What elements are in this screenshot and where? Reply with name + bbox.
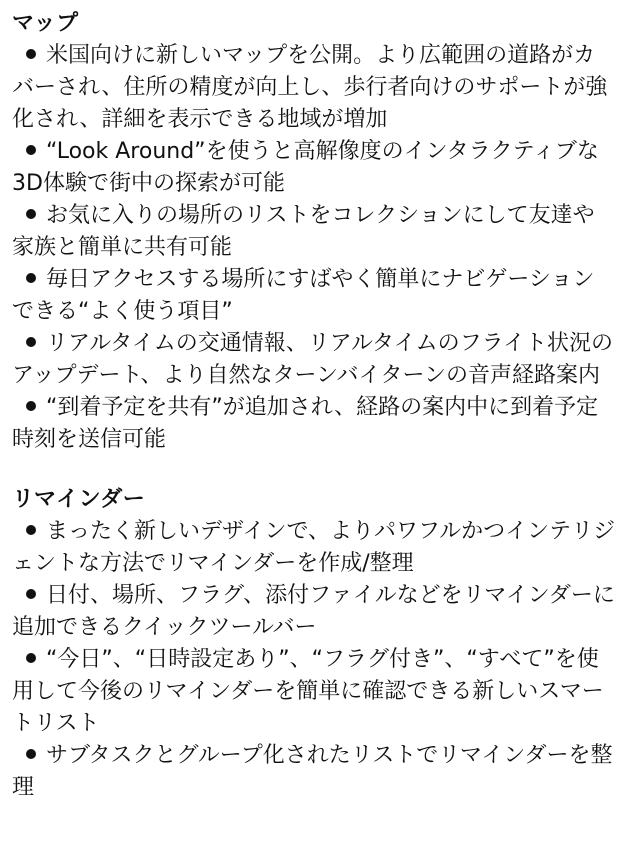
list-item — [12, 328, 616, 392]
list-item — [12, 644, 616, 740]
bullet-icon — [12, 136, 46, 168]
bullet-list-maps — [12, 40, 616, 456]
list-item — [12, 580, 616, 644]
bullet-icon — [12, 200, 46, 232]
list-item-text: “到着予定を共有”が追加され、経路の案内中に到着予定時刻を送信可能 — [12, 395, 599, 452]
list-item-text: まったく新しいデザインで、よりパワフルかつインテリジェントな方法でリマインダーを作成/整理 — [12, 519, 616, 576]
list-item — [12, 264, 616, 328]
bullet-icon — [12, 580, 46, 612]
section-title-maps: マップ — [12, 11, 79, 36]
list-item — [12, 200, 616, 264]
bullet-icon — [12, 516, 46, 548]
bullet-icon — [12, 740, 46, 772]
list-item-text: 日付、場所、フラグ、添付ファイルなどをリマインダーに追加できるクイックツールバー — [12, 583, 615, 640]
list-item — [12, 136, 616, 200]
bullet-list-reminders — [12, 516, 616, 804]
list-item-text: 米国向けに新しいマップを公開。より広範囲の道路がカバーされ、住所の精度が向上し、歩行者向けのサポートが強化され、詳細を表示できる地域が増加 — [12, 43, 608, 132]
list-item-text: 毎日アクセスする場所にすばやく簡単にナビゲーションできる“よく使う項目” — [12, 267, 595, 324]
section-reminders — [12, 484, 616, 804]
list-item — [12, 40, 616, 136]
list-item — [12, 516, 616, 580]
list-item-text: サブタスクとグループ化されたリストでリマインダーを整理 — [12, 743, 613, 800]
list-item-text: “Look Around”を使うと高解像度のインタラクティブな3D体験で街中の探索が可能 — [12, 139, 599, 196]
bullet-icon — [12, 40, 46, 72]
bullet-icon — [12, 644, 46, 676]
list-item-text: お気に入りの場所のリストをコレクションにして友達や家族と簡単に共有可能 — [12, 203, 595, 260]
bullet-icon — [12, 392, 46, 424]
section-title-reminders: リマインダー — [12, 487, 146, 512]
list-item — [12, 392, 616, 456]
bullet-icon — [12, 328, 46, 360]
list-item-text: “今日”、“日時設定あり”、“フラグ付き”、“すべて”を使用して今後のリマインダーを簡単に確認できる新しいスマートリスト — [12, 647, 604, 736]
bullet-icon — [12, 264, 46, 296]
section-maps — [12, 8, 616, 456]
list-item-text: リアルタイムの交通情報、リアルタイムのフライト状況のアップデート、より自然なターンバイターンの音声経路案内 — [12, 331, 613, 388]
list-item — [12, 740, 616, 804]
